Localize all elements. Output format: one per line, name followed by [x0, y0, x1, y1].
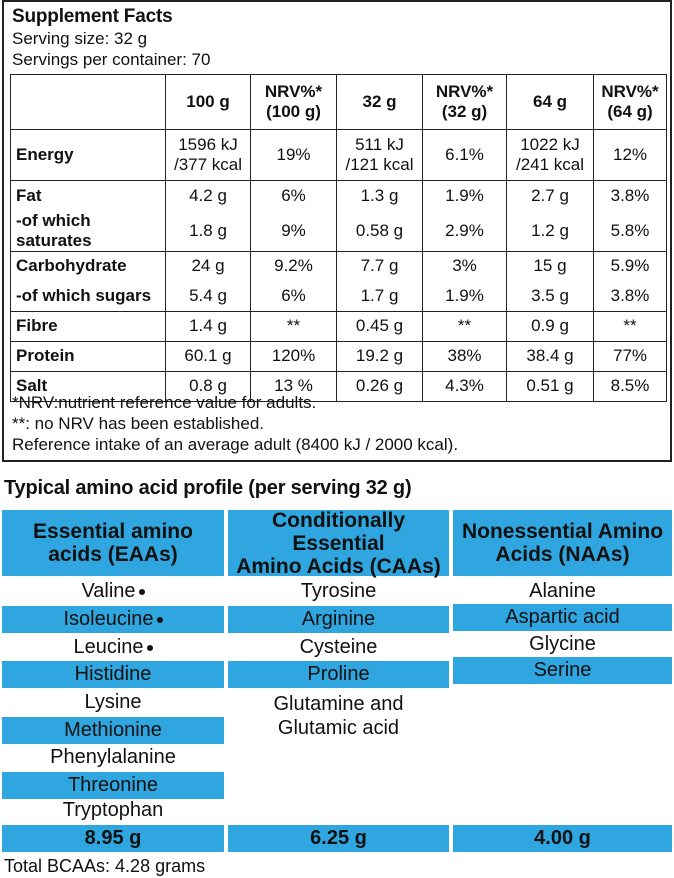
- table-cell: 0.45 g: [337, 311, 423, 341]
- table-cell: 8.5%: [594, 371, 667, 401]
- table-row: [11, 251, 667, 281]
- row-label: Fat: [11, 181, 166, 211]
- facts-notes: [12, 392, 458, 455]
- table-cell: 1.9%: [423, 181, 507, 211]
- naa-item: Aspartic acid: [453, 604, 672, 631]
- eaa-item: Lysine: [84, 691, 142, 713]
- table-cell: 4.2 g: [166, 181, 251, 211]
- table-cell: 0.8 g: [166, 371, 251, 401]
- table-cell: 24 g: [166, 251, 251, 281]
- table-cell: 19.2 g: [337, 341, 423, 371]
- eaa-item: Phenylalanine: [50, 746, 176, 768]
- total-bcaa: Total BCAAs: 4.28 grams: [4, 856, 206, 876]
- eaa-header: Essential amino acids (EAAs): [2, 510, 224, 576]
- row-label: -of which sugars: [11, 281, 166, 311]
- table-cell: 1.4 g: [166, 311, 251, 341]
- eaa-item: Histidine: [2, 661, 224, 688]
- table-cell: 2.9%: [423, 211, 507, 252]
- amino-profile-title: Typical amino acid profile (per serving 32 g): [4, 477, 412, 499]
- note-line: *NRV:nutrient reference value for adults.: [12, 393, 317, 412]
- table-cell: 0.9 g: [507, 311, 594, 341]
- caa-header: Conditionally Essential Amino Acids (CAAs): [228, 510, 449, 576]
- table-cell: 1.8 g: [166, 211, 251, 252]
- header-blank: [11, 75, 166, 130]
- row-label: Carbohydrate: [11, 251, 166, 281]
- table-cell: 5.9%: [594, 251, 667, 281]
- table-cell: 6%: [251, 281, 337, 311]
- table-row: [11, 311, 667, 341]
- eaa-item: Valine: [2, 578, 224, 605]
- table-cell: 3.8%: [594, 181, 667, 211]
- header-nrv-100g: NRV%* (100 g): [251, 75, 337, 130]
- naa-item: Serine: [453, 657, 672, 684]
- header-64g: 64 g: [507, 75, 594, 130]
- table-header-row: [11, 75, 667, 130]
- table-cell: 5.8%: [594, 211, 667, 252]
- table-cell: 9.2%: [251, 251, 337, 281]
- caa-item: Tyrosine: [300, 580, 377, 602]
- table-row: [11, 211, 667, 252]
- table-cell: 19%: [251, 130, 337, 181]
- table-cell: 6.1%: [423, 130, 507, 181]
- note-line: Reference intake of an average adult (8400 kJ / 2000 kcal).: [12, 435, 459, 454]
- row-label: Fibre: [11, 311, 166, 341]
- table-cell: 1.2 g: [507, 211, 594, 252]
- table-cell: 0.58 g: [337, 211, 423, 252]
- table-cell: 3.5 g: [507, 281, 594, 311]
- table-cell: 3%: [423, 251, 507, 281]
- table-cell: **: [423, 311, 507, 341]
- servings-per-container: Servings per container: 70: [12, 50, 211, 69]
- naa-header: Nonessential Amino Acids (NAAs): [453, 510, 672, 576]
- header-100g: 100 g: [166, 75, 251, 130]
- eaa-item: Isoleucine: [2, 606, 224, 633]
- nutrition-table: [10, 74, 667, 402]
- table-cell: 1.9%: [423, 281, 507, 311]
- table-cell: 38%: [423, 341, 507, 371]
- table-row: [11, 341, 667, 371]
- naa-item: Glycine: [529, 633, 596, 655]
- table-cell: 15 g: [507, 251, 594, 281]
- header-nrv-64g: NRV%* (64 g): [594, 75, 667, 130]
- table-cell: 120%: [251, 341, 337, 371]
- table-cell: 0.26 g: [337, 371, 423, 401]
- header-nrv-32g: NRV%* (32 g): [423, 75, 507, 130]
- table-cell: 1596 kJ /377 kcal: [166, 130, 251, 181]
- supplement-facts-panel: [2, 0, 672, 462]
- table-cell: 9%: [251, 211, 337, 252]
- table-cell: 1.7 g: [337, 281, 423, 311]
- row-label: Salt: [11, 371, 166, 401]
- table-row: [11, 130, 667, 181]
- table-cell: **: [594, 311, 667, 341]
- table-row: [11, 181, 667, 211]
- table-cell: **: [251, 311, 337, 341]
- note-line: **: no NRV has been established.: [12, 414, 265, 433]
- caa-item: Cysteine: [299, 636, 378, 658]
- table-cell: 0.51 g: [507, 371, 594, 401]
- table-cell: 6%: [251, 181, 337, 211]
- caa-item: Glutamine and Glutamic acid: [273, 693, 404, 739]
- eaa-item: Methionine: [2, 717, 224, 744]
- row-label: -of which saturates: [11, 211, 166, 252]
- eaa-item: Threonine: [2, 772, 224, 799]
- table-row: [11, 281, 667, 311]
- table-cell: 38.4 g: [507, 341, 594, 371]
- bullet-dot-icon: [139, 589, 145, 595]
- table-cell: 3.8%: [594, 281, 667, 311]
- eaa-item: Leucine: [2, 634, 224, 661]
- row-label: Energy: [11, 130, 166, 181]
- bullet-dot-icon: [157, 617, 163, 623]
- table-cell: 5.4 g: [166, 281, 251, 311]
- table-cell: 7.7 g: [337, 251, 423, 281]
- table-cell: 4.3%: [423, 371, 507, 401]
- table-cell: 2.7 g: [507, 181, 594, 211]
- caa-total: 6.25 g: [228, 825, 449, 852]
- caa-item: Arginine: [228, 606, 449, 633]
- eaa-item: Tryptophan: [62, 799, 164, 821]
- table-cell: 1022 kJ /241 kcal: [507, 130, 594, 181]
- row-label: Protein: [11, 341, 166, 371]
- eaa-total: 8.95 g: [2, 825, 224, 852]
- naa-total: 4.00 g: [453, 825, 672, 852]
- table-cell: 77%: [594, 341, 667, 371]
- header-32g: 32 g: [337, 75, 423, 130]
- facts-header: [12, 6, 210, 70]
- naa-item: Alanine: [529, 580, 596, 602]
- table-cell: 12%: [594, 130, 667, 181]
- table-cell: 13 %: [251, 371, 337, 401]
- table-cell: 60.1 g: [166, 341, 251, 371]
- caa-item: Proline: [228, 661, 449, 688]
- serving-size: Serving size: 32 g: [12, 29, 148, 48]
- bullet-dot-icon: [147, 645, 153, 651]
- facts-title: Supplement Facts: [12, 6, 173, 27]
- table-cell: 1.3 g: [337, 181, 423, 211]
- table-cell: 511 kJ /121 kcal: [337, 130, 423, 181]
